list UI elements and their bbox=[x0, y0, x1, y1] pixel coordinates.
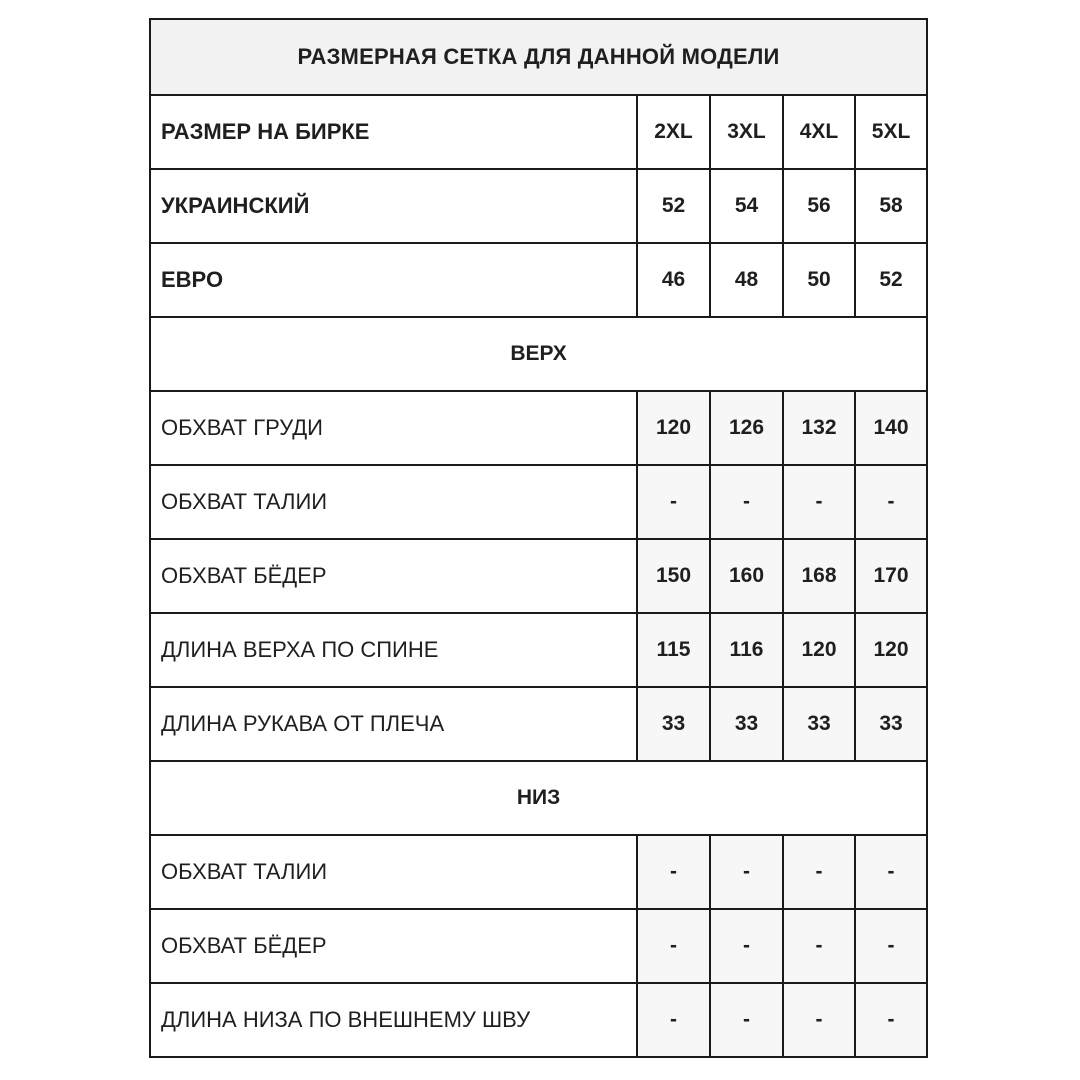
row-label: ОБХВАТ ТАЛИИ bbox=[150, 465, 637, 539]
value-cell: - bbox=[637, 465, 710, 539]
section-title: ВЕРХ bbox=[150, 317, 927, 391]
value-cell: - bbox=[855, 835, 927, 909]
row-label: ЕВРО bbox=[150, 243, 637, 317]
value-cell: 120 bbox=[637, 391, 710, 465]
value-cell: 46 bbox=[637, 243, 710, 317]
table-row bbox=[150, 539, 927, 613]
value-cell: - bbox=[710, 983, 783, 1057]
value-cell: 56 bbox=[783, 169, 855, 243]
table-title-row bbox=[150, 19, 927, 95]
value-cell: 116 bbox=[710, 613, 783, 687]
value-cell: 120 bbox=[855, 613, 927, 687]
value-cell: - bbox=[855, 465, 927, 539]
value-cell: 33 bbox=[637, 687, 710, 761]
value-cell: - bbox=[783, 465, 855, 539]
value-cell: - bbox=[637, 909, 710, 983]
size-cell: 2XL bbox=[637, 95, 710, 169]
value-cell: 33 bbox=[783, 687, 855, 761]
value-cell: 168 bbox=[783, 539, 855, 613]
row-label: РАЗМЕР НА БИРКЕ bbox=[150, 95, 637, 169]
table-title: РАЗМЕРНАЯ СЕТКА ДЛЯ ДАННОЙ МОДЕЛИ bbox=[150, 19, 927, 95]
table-row bbox=[150, 983, 927, 1057]
value-cell: - bbox=[783, 909, 855, 983]
row-label: ДЛИНА ВЕРХА ПО СПИНЕ bbox=[150, 613, 637, 687]
value-cell: 150 bbox=[637, 539, 710, 613]
table-row bbox=[150, 687, 927, 761]
row-label: УКРАИНСКИЙ bbox=[150, 169, 637, 243]
table-row-euro bbox=[150, 243, 927, 317]
row-label: ОБХВАТ ГРУДИ bbox=[150, 391, 637, 465]
value-cell: 170 bbox=[855, 539, 927, 613]
size-cell: 3XL bbox=[710, 95, 783, 169]
value-cell: - bbox=[855, 983, 927, 1057]
size-cell: 4XL bbox=[783, 95, 855, 169]
section-title: НИЗ bbox=[150, 761, 927, 835]
row-label: ОБХВАТ БЁДЕР bbox=[150, 909, 637, 983]
value-cell: - bbox=[710, 909, 783, 983]
section-header-top bbox=[150, 317, 927, 391]
value-cell: 48 bbox=[710, 243, 783, 317]
size-cell: 5XL bbox=[855, 95, 927, 169]
table-row-ukrainian bbox=[150, 169, 927, 243]
value-cell: - bbox=[637, 983, 710, 1057]
value-cell: 160 bbox=[710, 539, 783, 613]
value-cell: - bbox=[710, 465, 783, 539]
row-label: ДЛИНА РУКАВА ОТ ПЛЕЧА bbox=[150, 687, 637, 761]
table-row bbox=[150, 909, 927, 983]
value-cell: 52 bbox=[637, 169, 710, 243]
value-cell: - bbox=[783, 983, 855, 1057]
value-cell: 50 bbox=[783, 243, 855, 317]
value-cell: 115 bbox=[637, 613, 710, 687]
value-cell: - bbox=[783, 835, 855, 909]
table-row bbox=[150, 835, 927, 909]
table-row bbox=[150, 613, 927, 687]
size-chart-table bbox=[149, 18, 928, 1058]
value-cell: - bbox=[637, 835, 710, 909]
table-row bbox=[150, 391, 927, 465]
value-cell: 140 bbox=[855, 391, 927, 465]
row-label: ДЛИНА НИЗА ПО ВНЕШНЕМУ ШВУ bbox=[150, 983, 637, 1057]
table-row-tag-size bbox=[150, 95, 927, 169]
value-cell: 33 bbox=[855, 687, 927, 761]
value-cell: - bbox=[855, 909, 927, 983]
value-cell: 54 bbox=[710, 169, 783, 243]
value-cell: 52 bbox=[855, 243, 927, 317]
row-label: ОБХВАТ ТАЛИИ bbox=[150, 835, 637, 909]
value-cell: 58 bbox=[855, 169, 927, 243]
value-cell: 33 bbox=[710, 687, 783, 761]
value-cell: 126 bbox=[710, 391, 783, 465]
table-row bbox=[150, 465, 927, 539]
row-label: ОБХВАТ БЁДЕР bbox=[150, 539, 637, 613]
section-header-bottom bbox=[150, 761, 927, 835]
value-cell: 132 bbox=[783, 391, 855, 465]
value-cell: 120 bbox=[783, 613, 855, 687]
value-cell: - bbox=[710, 835, 783, 909]
